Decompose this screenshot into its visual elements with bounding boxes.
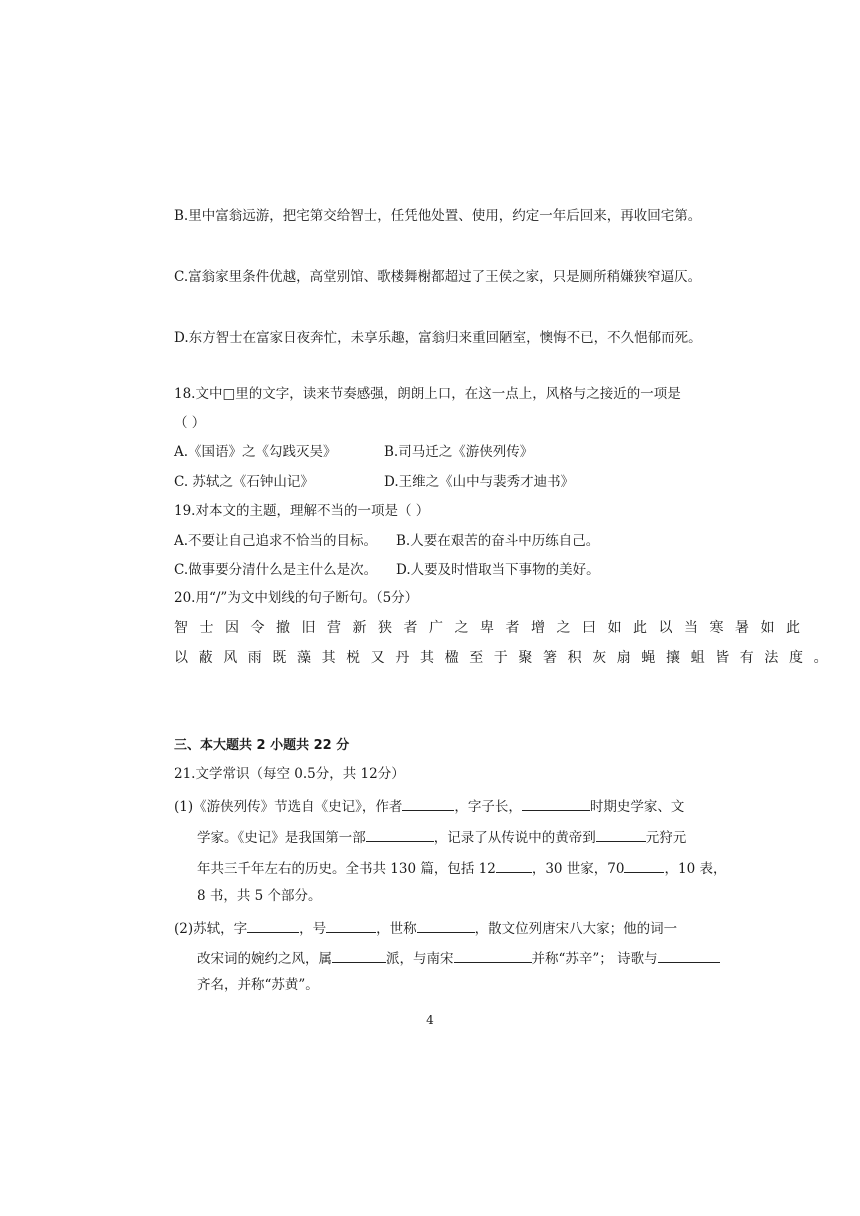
blank-author[interactable] xyxy=(402,798,454,811)
q18-option-d: D.王维之《山中与裴秀才迪书》 xyxy=(384,474,575,490)
blank-poetry-peer[interactable] xyxy=(658,950,720,963)
q20-stem: 20.用“/”为文中划线的句子断句。（5分） xyxy=(174,590,419,606)
q20-passage-line-1: 智士因令撤旧营新狭者广之卑者增之曰如此以当寒暑如此 xyxy=(174,620,812,636)
text-segment: 时期史学家、文 xyxy=(589,799,685,815)
section-3-heading: 三、本大题共 2 小题共 22 分 xyxy=(174,738,350,753)
blank-book-type[interactable] xyxy=(366,829,434,842)
text-segment: 并称“苏辛”； 诗歌与 xyxy=(531,951,658,967)
q18-stem: 18.文中□里的文字，读来节奏感强，朗朗上口，在这一点上，风格与之接近的一项是 xyxy=(174,386,681,402)
q21-part2-line-1 xyxy=(174,920,677,937)
q21-part1-line-1 xyxy=(174,798,684,815)
blank-pseudonym[interactable] xyxy=(326,920,376,933)
text-segment: ，号 xyxy=(299,921,327,937)
q21-stem: 21.文学常识（每空 0.5分，共 12分） xyxy=(174,766,405,782)
page-number: 4 xyxy=(426,1013,434,1027)
text-segment: 元狩元 xyxy=(645,830,687,846)
text-segment: (2)苏轼，字 xyxy=(174,921,248,937)
q18-answer-paren: （ ） xyxy=(174,415,206,431)
blank-liezhuan[interactable] xyxy=(624,860,664,873)
text-segment: 年共三千年左右的历史。全书共 130 篇，包括 12 xyxy=(197,861,496,877)
text-segment: ，散文位列唐宋八大家；他的词一 xyxy=(474,921,678,937)
text-segment: 改宋词的婉约之风，属 xyxy=(197,951,332,967)
text-segment: ，10 表， xyxy=(664,861,727,877)
blank-known-as[interactable] xyxy=(417,920,475,933)
text-segment: ，记录了从传说中的黄帝到 xyxy=(433,830,596,846)
text-segment: ，30 世家，70 xyxy=(531,861,625,877)
q21-part1-line-4: 8 书，共 5 个部分。 xyxy=(197,888,322,904)
q17-option-b: B.里中富翁远游，把宅第交给智士，任凭他处置、使用，约定一年后回来，再收回宅第。 xyxy=(174,208,702,224)
q21-part1-line-3 xyxy=(197,860,726,877)
text-segment: (1)《游侠列传》节选自《史记》，作者 xyxy=(174,799,403,815)
q19-option-d: D.人要及时惜取当下事物的美好。 xyxy=(396,562,600,578)
blank-era[interactable] xyxy=(522,798,590,811)
q21-part2-line-3: 齐名，并称“苏黄”。 xyxy=(197,977,319,993)
blank-emperor[interactable] xyxy=(596,829,646,842)
q19-option-a: A.不要让自己追求不恰当的目标。 xyxy=(174,533,378,549)
q19-option-b: B.人要在艰苦的奋斗中历练自己。 xyxy=(396,533,600,549)
text-segment: 学家。《史记》是我国第一部 xyxy=(197,830,366,846)
q19-option-c: C.做事要分清什么是主什么是次。 xyxy=(174,562,378,578)
q20-passage-line-2: 以蔽风雨既藻其棁又丹其楹至于聚箸积灰扇蝇攘蛆皆有法度。 xyxy=(174,650,839,666)
q17-option-c: C.富翁家里条件优越，高堂别馆、歌楼舞榭都超过了王侯之家，只是厕所稍嫌狭窄逼仄。 xyxy=(174,269,702,285)
q21-part2-line-2 xyxy=(197,950,720,967)
q18-option-a: A.《国语》之《勾践灭吴》 xyxy=(174,444,337,460)
text-segment: 派，与南宋 xyxy=(386,951,454,967)
blank-ci-school[interactable] xyxy=(332,950,386,963)
q18-option-b: B.司马迁之《游侠列传》 xyxy=(384,444,534,460)
q19-stem: 19.对本文的主题，理解不当的一项是（ ） xyxy=(174,503,430,519)
text-segment: ，字子长， xyxy=(454,799,522,815)
blank-benji[interactable] xyxy=(496,860,532,873)
q18-option-c: C. 苏轼之《石钟山记》 xyxy=(174,474,314,490)
q17-option-d: D.东方智士在富家日夜奔忙，未享乐趣，富翁归来重回陋室，懊悔不已，不久悒郁而死。 xyxy=(174,330,702,346)
blank-southern-song-poet[interactable] xyxy=(454,950,532,963)
q21-part1-line-2 xyxy=(197,829,686,846)
blank-courtesy-name[interactable] xyxy=(247,920,299,933)
text-segment: ，世称 xyxy=(376,921,417,937)
